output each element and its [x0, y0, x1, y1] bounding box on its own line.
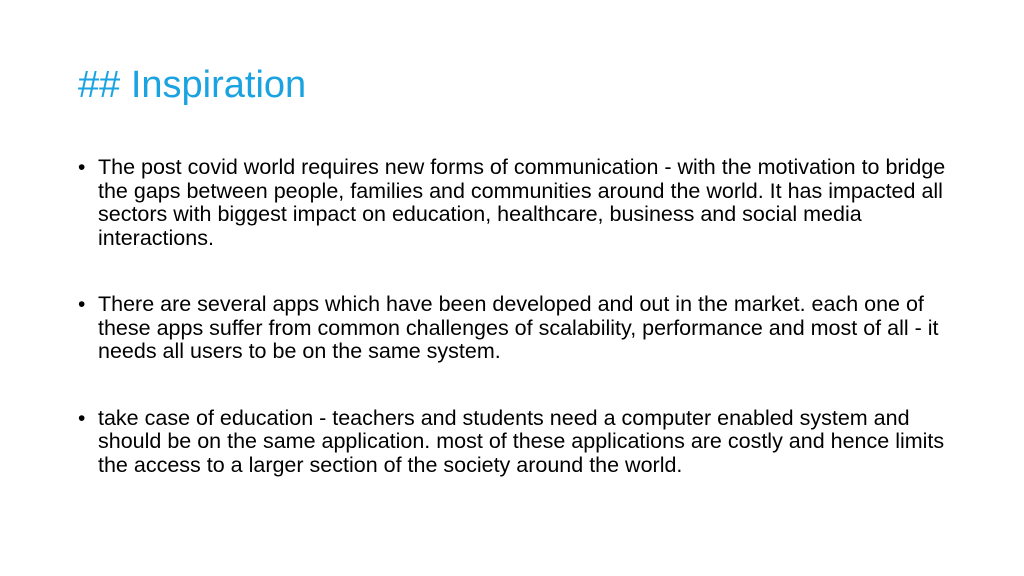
bullet-icon: • [78, 156, 86, 179]
bullet-icon: • [78, 406, 86, 430]
bullet-text: The post covid world requires new forms of communication - with the motivation to bridge the gaps between people, families and communities around the world. It has impacted all sectors with biggest impact on education, healthcare, business and social media interactions. [98, 155, 946, 250]
bullet-item [78, 407, 948, 478]
slide-title: ## Inspiration [78, 64, 307, 106]
bullet-item [78, 293, 948, 364]
bullet-text: There are several apps which have been developed and out in the market. each one of these apps suffer from common challenges of scalability, performance and most of all - it needs all users to be on the same system. [98, 292, 939, 363]
bullet-icon: • [78, 293, 86, 316]
bullet-text: take case of education - teachers and students need a computer enabled system and should be on the same application. most of these applications are costly and hence limits the access to a larger section of the society around the world. [98, 405, 945, 477]
bullet-item [78, 156, 948, 250]
bullet-list [78, 156, 948, 520]
